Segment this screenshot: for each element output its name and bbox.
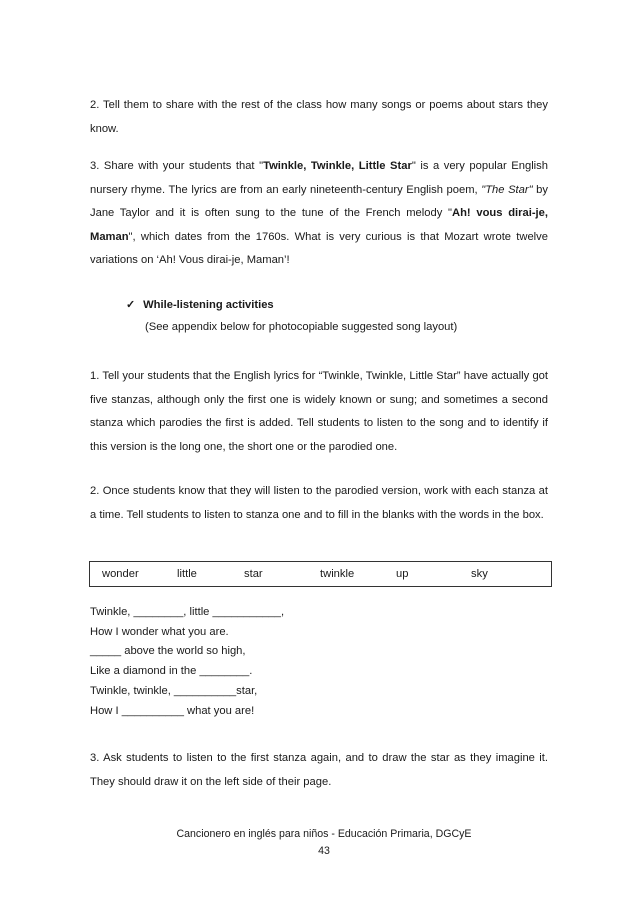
word-box-item: little xyxy=(177,568,197,580)
word-box xyxy=(89,561,552,587)
paragraph-draw-star: 3. Ask students to listen to the first stanza again, and to draw the star as they imagine it. They should draw it on the left side of their page. xyxy=(90,752,548,788)
paragraph-five-stanzas: 1. Tell your students that the English lyrics for “Twinkle, Twinkle, Little Star” have actually got five stanzas, although only the first one is widely known or sung; and sometimes a second stanza which parodies the first is added. Tell students to listen to the song and to identify if this version is the long one, the short one or the parodied one. xyxy=(90,370,548,453)
while-listening-title: While-listening activities xyxy=(143,299,274,311)
page-number: 43 xyxy=(318,845,330,857)
poem-line: Twinkle, ________, little ___________, xyxy=(90,606,285,618)
poem-line: How I wonder what you are. xyxy=(90,625,229,638)
melody-title: Ah! vous dirai-je, Maman xyxy=(90,207,548,243)
word-box-item: wonder xyxy=(102,568,139,580)
p3-mid1: " is a very popular English nursery rhyme. The lyrics are from an early nineteenth-century English poem, xyxy=(90,160,548,196)
appendix-note: (See appendix below for photocopiable suggested song layout) xyxy=(145,321,458,333)
paragraph-fill-blanks: 2. Once students know that they will listen to the parodied version, work with each stanza at a time. Tell students to listen to stanza one and to fill in the blanks with the words in the box. xyxy=(90,485,548,521)
poem-line: Like a diamond in the ________. xyxy=(90,665,253,678)
poem-title: "The Star" xyxy=(481,183,533,196)
word-box-item: up xyxy=(396,568,409,580)
p3-mid2: by Jane Taylor and it is often sung to the tune of the French melody " xyxy=(90,183,548,219)
stanza-one xyxy=(90,603,284,721)
word-box-item: twinkle xyxy=(320,568,355,580)
p3-lead: 3. Share with your students that " xyxy=(90,160,264,172)
word-box-item: sky xyxy=(471,568,488,580)
song-title: Twinkle, Twinkle, Little Star xyxy=(263,160,412,172)
poem-line: How I __________ what you are! xyxy=(90,704,255,717)
footer-title: Cancionero en inglés para niños - Educación Primaria, DGCyE xyxy=(176,828,472,840)
checkmark-icon: ✓ xyxy=(126,299,136,311)
p3-tail: ", which dates from the 1760s. What is very curious is that Mozart wrote twelve variations on ‘Ah! Vous dirai-je, Maman’! xyxy=(90,230,548,266)
poem-line: Twinkle, twinkle, __________star, xyxy=(90,684,258,697)
poem-line: _____ above the world so high, xyxy=(90,645,246,658)
while-listening-heading xyxy=(126,294,274,316)
paragraph-share-songs: 2. Tell them to share with the rest of the class how many songs or poems about stars they know. xyxy=(90,99,548,135)
word-box-item: star xyxy=(244,568,263,580)
paragraph-nursery-rhyme xyxy=(90,155,548,273)
